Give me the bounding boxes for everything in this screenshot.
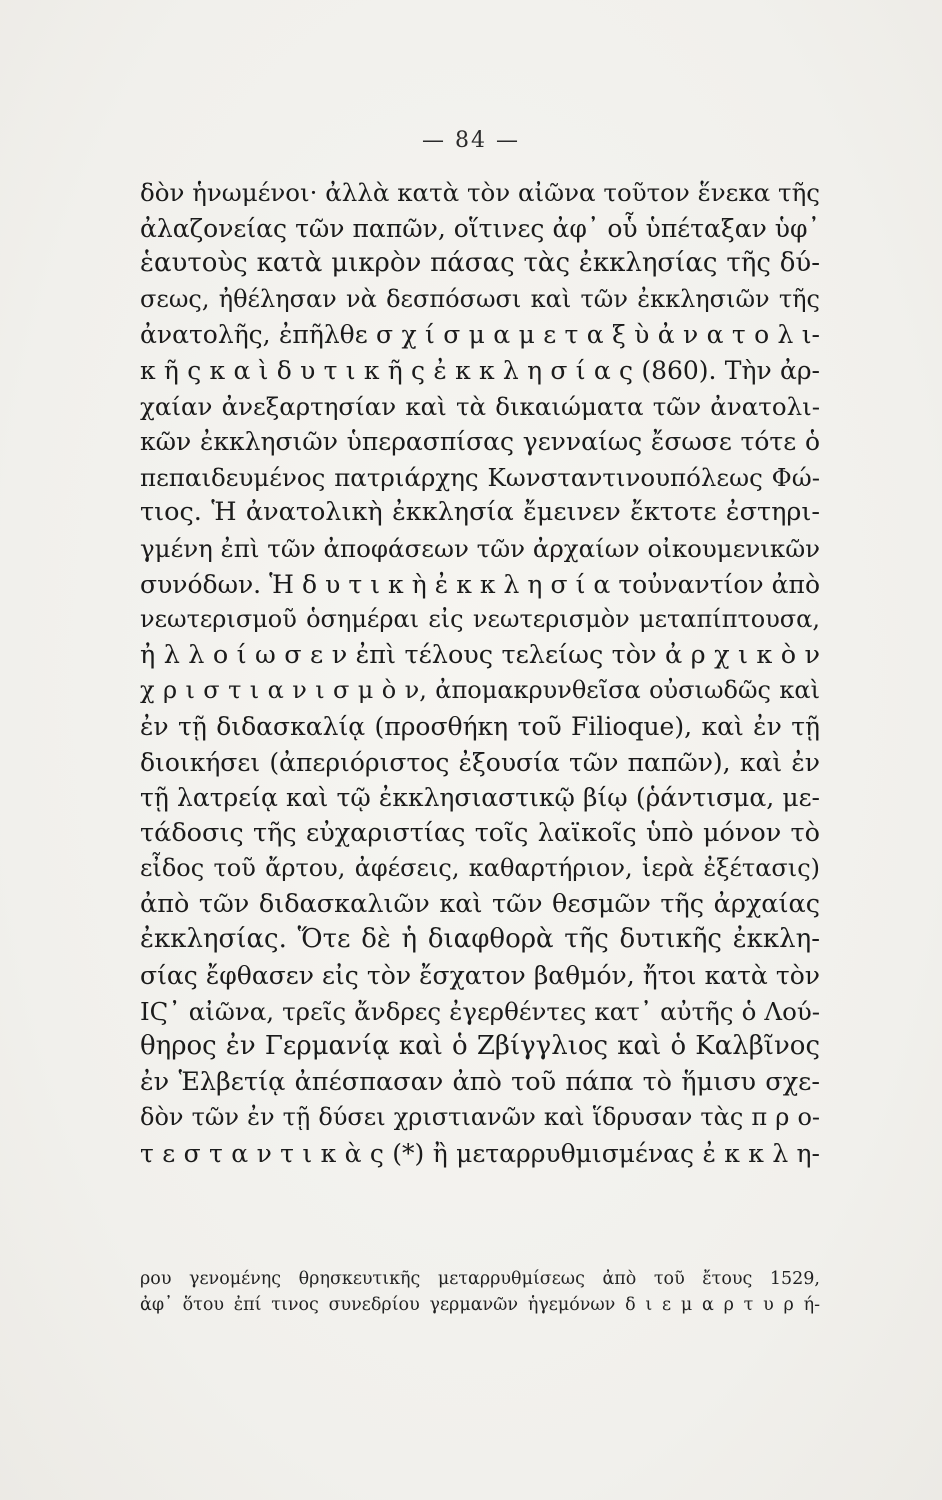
text-line: χ ρ ι σ τ ι α ν ι σ μ ὸ ν, ἀπομακρυνθεῖσα οὐσιωδῶς καὶ — [140, 676, 820, 705]
text-line: διοικήσει (ἀπεριόριστος ἐξουσία τῶν παπῶν), καὶ ἐν — [140, 747, 820, 777]
text-line: ἑαυτοὺς κατὰ μικρὸν πάσας τὰς ἐκκλησίας τῆς δύ- — [140, 248, 820, 279]
text-line: κῶν ἐκκλησιῶν ὑπερασπίσας γενναίως ἔσωσε τότε ὁ — [140, 427, 820, 457]
text-line: ἀνατολῆς, ἐπῆλθε σ χ ί σ μ α μ ε τ α ξ ὺ ἀ ν α τ ο λ ι- — [140, 320, 820, 350]
text-line: εἶδος τοῦ ἄρτου, ἀφέσεις, καθαρτήριον, ἱερὰ ἐξέτασις) — [140, 854, 820, 883]
text-line: τάδοσις τῆς εὐχαριστίας τοῖς λαϊκοῖς ὑπὸ μόνον τὸ — [140, 817, 820, 848]
page-number: — 84 — — [422, 128, 520, 153]
text-line: ἀλαζονείας τῶν παπῶν, οἵτινες ἀφ᾽ οὗ ὑπέταξαν ὑφ᾽ — [140, 213, 820, 243]
text-line: τ ε σ τ α ν τ ι κ ὰ ς (*) ἢ μεταρρυθμισμένας ἐ κ κ λ η- — [140, 1139, 820, 1169]
text-line: συνόδων. Ἡ δ υ τ ι κ ὴ ἐ κ κ λ η σ ί α τοὐναντίον ἀπὸ — [140, 569, 820, 599]
footnote-line — [140, 1240, 820, 1266]
text-line: ΙϚ᾽ αἰῶνα, τρεῖς ἄνδρες ἐγερθέντες κατ᾽ αὐτῆς ὁ Λού- — [140, 996, 820, 1026]
footnote-block — [140, 1240, 820, 1318]
text-line: νεωτερισμοῦ ὁσημέραι εἰς νεωτερισμὸν μεταπίπτουσα, — [140, 605, 820, 634]
footnote-line: ρου γενομένης θρησκευτικῆς μεταρρυθμίσεως ἀπὸ τοῦ ἔτους 1529, — [140, 1269, 820, 1289]
text-line: σεως, ἠθέλησαν νὰ δεσπόσωσι καὶ τῶν ἐκκλησιῶν τῆς — [140, 284, 820, 313]
text-line: τιος. Ἡ ἀνατολικὴ ἐκκλησία ἔμεινεν ἔκτοτε ἐστηρι- — [140, 497, 820, 528]
text-line: ἐν Ἑλβετίᾳ ἀπέσπασαν ἀπὸ τοῦ πάπα τὸ ἥμισυ σχε- — [140, 1066, 820, 1097]
text-line: δὸν ἡνωμένοι· ἀλλὰ κατὰ τὸν αἰῶνα τοῦτον ἕνεκα τῆς — [140, 178, 820, 207]
text-line: ἠ λ λ ο ί ω σ ε ν ἐπὶ τέλους τελείως τὸν ἀ ρ χ ι κ ὸ ν — [140, 639, 820, 670]
text-line: ἀπὸ τῶν διδασκαλιῶν καὶ τῶν θεσμῶν τῆς ἀρχαίας — [140, 888, 820, 919]
main-text-block — [140, 175, 820, 1172]
text-line: κ ῆ ς κ α ὶ δ υ τ ι κ ῆ ς ἐ κ κ λ η σ ί α ς (860). Τὴν ἀρ- — [140, 355, 820, 385]
text-line: τῇ λατρείᾳ καὶ τῷ ἐκκλησιαστικῷ βίῳ (ῥάντισμα, με- — [140, 783, 820, 813]
text-line: σίας ἔφθασεν εἰς τὸν ἔσχατον βαθμόν, ἤτοι κατὰ τὸν — [140, 961, 820, 991]
text-line: ἐκκλησίας. Ὅτε δὲ ἡ διαφθορὰ τῆς δυτικῆς ἐκκλη- — [140, 924, 820, 955]
text-line: θηρος ἐν Γερμανίᾳ καὶ ὁ Ζβίγγλιος καὶ ὁ Καλβῖνος — [140, 1031, 820, 1062]
text-line: δὸν τῶν ἐν τῇ δύσει χριστιανῶν καὶ ἵδρυσαν τὰς π ρ ο- — [140, 1103, 820, 1132]
text-line: γμένη ἐπὶ τῶν ἀποφάσεων τῶν ἀρχαίων οἰκουμενικῶν — [140, 533, 821, 563]
text-line: ἐν τῇ διδασκαλίᾳ (προσθήκη τοῦ Filioque), καὶ ἐν τῇ — [140, 711, 820, 741]
text-line: πεπαιδευμένος πατριάρχης Κωνσταντινουπόλεως Φώ- — [140, 462, 820, 492]
footnote-line: ἀφ᾽ ὅτου ἐπί τινος συνεδρίου γερμανῶν ἡγεμόνων δ ι ε μ α ρ τ υ ρ ή- — [140, 1295, 820, 1315]
text-line: χαίαν ἀνεξαρτησίαν καὶ τὰ δικαιώματα τῶν ἀνατολι- — [140, 391, 820, 421]
